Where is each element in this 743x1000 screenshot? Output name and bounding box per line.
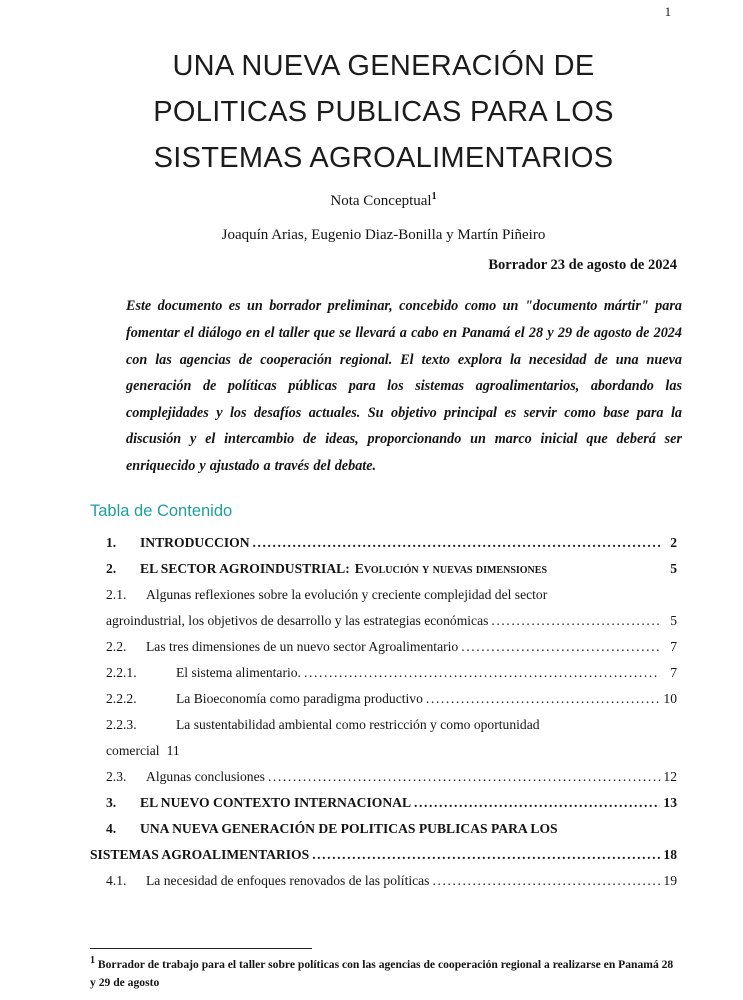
toc-entry-number: 4. (106, 821, 117, 837)
toc-dot-leader (304, 665, 660, 681)
toc-entry-number: 2.2.2. (106, 691, 137, 707)
toc-entry-2-3[interactable] (106, 769, 677, 785)
toc-dot-leader (312, 847, 660, 863)
toc-entry-number: 2. (106, 561, 117, 577)
toc-entry-number: 2.1. (106, 587, 127, 603)
toc-entry-2-2[interactable] (106, 639, 677, 655)
toc-entry-2[interactable] (106, 561, 677, 577)
footnote-reference-mark: 1 (431, 191, 437, 203)
toc-entry-4[interactable] (106, 821, 677, 837)
toc-entry-label: La sustentabilidad ambiental como restricción y como oportunidad (176, 717, 540, 733)
toc-page-number: 10 (663, 691, 677, 707)
toc-entry-label: INTRODUCCION (140, 535, 250, 551)
toc-dot-leader (432, 873, 660, 889)
toc-dot-leader (268, 769, 660, 785)
toc-entry-label: agroindustrial, los objetivos de desarrollo y las estrategias económicas (106, 613, 489, 629)
title-line-3: SISTEMAS AGROALIMENTARIOS (153, 141, 614, 174)
toc-page-number: 7 (670, 639, 677, 655)
toc-page-number: 11 (166, 743, 180, 759)
toc-entry-number: 2.3. (106, 769, 127, 785)
toc-entry-number: 2.2.3. (106, 717, 137, 733)
footnote (90, 948, 679, 992)
toc-dot-leader (491, 613, 660, 629)
toc-entry-number: 2.2.1. (106, 665, 137, 681)
toc-entry-number: 3. (106, 795, 117, 811)
toc-entry-number: 1. (106, 535, 117, 551)
footnote-body: Borrador de trabajo para el taller sobre políticas con las agencias de cooperación regional a realizarse en Panamá 28 y 29 de agosto (90, 958, 674, 990)
footnote-reference-mark: 1 (90, 955, 95, 967)
page-number: 1 (664, 5, 671, 19)
toc-entry-label: comercial (106, 743, 160, 759)
toc-page-number: 18 (663, 847, 677, 863)
toc-page-number: 2 (670, 535, 677, 551)
toc-page-number: 19 (663, 873, 677, 889)
draft-date: Borrador 23 de agosto de 2024 (488, 257, 677, 274)
toc-entry-label-smallcaps: Evolución y nuevas dimensiones (354, 561, 548, 577)
toc-entry-label: El sistema alimentario. (176, 665, 301, 681)
toc-entry-number: 4.1. (106, 873, 127, 889)
toc-page-number: 7 (670, 665, 677, 681)
document-title (90, 44, 677, 181)
toc-entry-label: La necesidad de enfoques renovados de las políticas (146, 873, 430, 889)
toc-entry-1[interactable] (106, 535, 677, 551)
toc-entry-number: 2.2. (106, 639, 127, 655)
toc-entry-4-continued[interactable] (90, 847, 677, 863)
toc-entry-label: Las tres dimensiones de un nuevo sector Agroalimentario (146, 639, 459, 655)
table-of-contents (90, 535, 677, 889)
toc-entry-label: EL SECTOR AGROINDUSTRIAL: (140, 561, 350, 577)
document-subtitle (90, 193, 677, 210)
authors-line: Joaquín Arias, Eugenio Diaz-Bonilla y Martín Piñeiro (221, 227, 546, 244)
toc-page-number: 12 (663, 769, 677, 785)
toc-entry-2-2-3[interactable] (106, 717, 677, 733)
abstract-paragraph: Este documento es un borrador preliminar, concebido como un "documento mártir" para fomentar el diálogo en el taller que se llevará a cabo en Panamá el 28 y 29 de agosto de 2024 con las agencias de cooperación regional. El texto explora la necesidad de una nueva generación de políticas públicas para los sistemas agroalimentarios, abordando las complejidades y los desafíos actuales. Su objetivo principal es servir como base para la discusión y el intercambio de ideas, proporcionando un marco inicial que deberá ser enriquecido y ajustado a través del debate. (126, 298, 682, 474)
footnote-separator (90, 948, 312, 949)
toc-entry-2-2-2[interactable] (106, 691, 677, 707)
toc-dot-leader (414, 795, 660, 811)
footnote-text (90, 956, 679, 992)
toc-entry-label: SISTEMAS AGROALIMENTARIOS (90, 847, 310, 863)
toc-page-number: 13 (663, 795, 677, 811)
toc-entry-2-2-3-continued[interactable] (106, 743, 677, 759)
title-line-2: POLITICAS PUBLICAS PARA LOS (153, 95, 614, 128)
toc-dot-leader (253, 535, 660, 551)
toc-entry-2-1[interactable] (106, 587, 677, 603)
toc-page-number: 5 (670, 613, 677, 629)
toc-page-number: 5 (670, 561, 677, 577)
toc-entry-2-1-continued[interactable] (106, 613, 677, 629)
toc-entry-label: La Bioeconomía como paradigma productivo (176, 691, 423, 707)
toc-entry-2-2-1[interactable] (106, 665, 677, 681)
toc-entry-label: Algunas conclusiones (146, 769, 265, 785)
toc-dot-leader (461, 639, 660, 655)
toc-entry-4-1[interactable] (106, 873, 677, 889)
toc-heading: Tabla de Contenido (90, 502, 233, 521)
toc-entry-3[interactable] (106, 795, 677, 811)
toc-entry-label: UNA NUEVA GENERACIÓN DE POLITICAS PUBLICAS PARA LOS (140, 821, 558, 837)
toc-entry-label: EL NUEVO CONTEXTO INTERNACIONAL (140, 795, 412, 811)
title-line-1: UNA NUEVA GENERACIÓN DE (172, 50, 595, 82)
subtitle-text: Nota Conceptual (330, 193, 432, 210)
toc-entry-label: Algunas reflexiones sobre la evolución y creciente complejidad del sector (146, 587, 548, 603)
toc-dot-leader (426, 691, 660, 707)
